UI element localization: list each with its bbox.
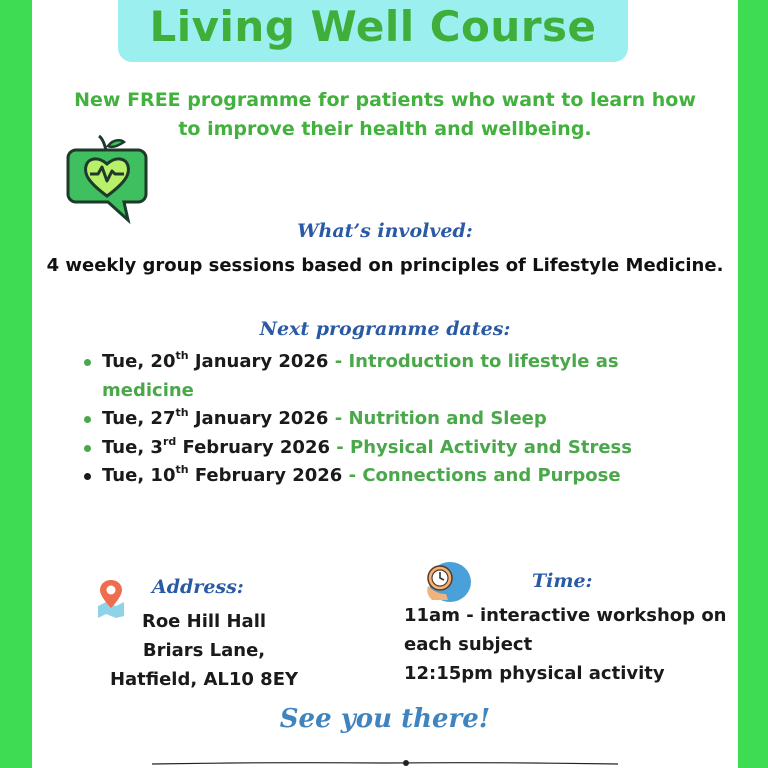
address-block xyxy=(92,607,316,694)
bullet xyxy=(84,445,91,452)
bullet xyxy=(84,359,91,366)
session-topic: Connections and Purpose xyxy=(362,465,621,486)
session-topic: Introduction to lifestyle as medicine xyxy=(102,351,619,401)
closing-text: See you there! xyxy=(279,704,491,734)
time-block xyxy=(404,601,734,688)
time-heading: Time: xyxy=(532,570,593,592)
involved-text: 4 weekly group sessions based on principles of Lifestyle Medicine. xyxy=(46,255,724,276)
page-title: Living Well Course xyxy=(149,1,597,51)
address-line: Briars Lane, xyxy=(142,640,266,661)
address-line: Hatfield, AL10 8EY xyxy=(109,669,299,690)
time-line: 12:15pm physical activity xyxy=(404,663,665,684)
flyer-page xyxy=(32,0,738,768)
intro-text: New FREE programme for patients who want to learn how to improve their health and wellbeing. xyxy=(74,89,696,140)
title-banner xyxy=(118,0,628,62)
clock-hand-icon xyxy=(418,560,472,604)
time-line: 11am - interactive workshop on xyxy=(404,605,727,626)
list-item: Tue, 10th February 2026 - Connections and Purpose xyxy=(80,462,680,491)
list-item: Tue, 20th January 2026 - Introduction to lifestyle as medicine xyxy=(80,348,680,405)
bullet xyxy=(84,416,91,423)
address-line: Roe Hill Hall xyxy=(141,611,267,632)
dates-list xyxy=(80,348,680,491)
session-topic: Physical Activity and Stress xyxy=(350,436,632,458)
involved-heading: What’s involved: xyxy=(297,220,473,242)
time-line: each subject xyxy=(404,634,533,655)
list-item: Tue, 3rd February 2026 - Physical Activity and Stress xyxy=(80,434,680,463)
address-heading: Address: xyxy=(152,576,244,598)
bullet xyxy=(84,473,91,480)
list-item: Tue, 27th January 2026 - Nutrition and Sleep xyxy=(80,405,680,434)
heart-apple-chat-icon xyxy=(66,130,148,228)
decorative-divider xyxy=(152,758,618,768)
dates-heading: Next programme dates: xyxy=(259,318,511,340)
session-topic: Nutrition and Sleep xyxy=(348,408,547,429)
